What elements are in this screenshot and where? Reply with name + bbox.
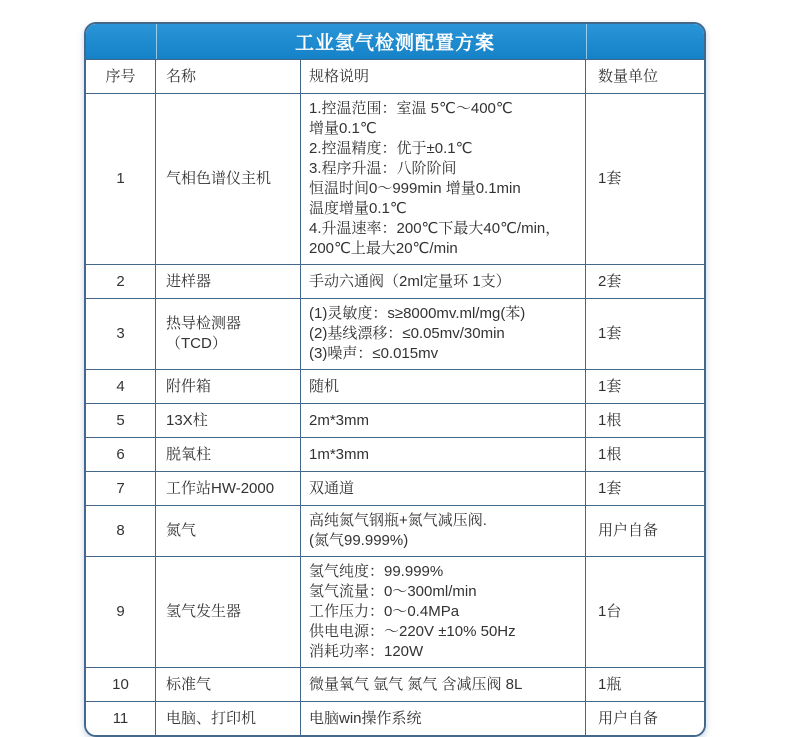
cell-spec <box>301 404 586 437</box>
cell-qty: 1台 <box>598 603 622 620</box>
cell-no: 6 <box>86 438 156 471</box>
cell-no: 11 <box>86 702 156 735</box>
spec-line: 工作压力：0～0.4MPa <box>309 603 460 620</box>
cell-no: 9 <box>86 557 156 667</box>
spec-line: 200℃上最大20℃/min <box>309 240 458 257</box>
col-header-no: 序号 <box>86 60 156 93</box>
cell-no: 7 <box>86 472 156 505</box>
cell-no: 3 <box>86 299 156 369</box>
spec-line: 1.控温范围：室温 5℃～400℃ <box>309 100 513 117</box>
spec-line: 电脑win操作系统 <box>309 709 422 727</box>
cell-qty: 用户自备 <box>598 709 659 727</box>
spec-line: 双通道 <box>309 479 355 497</box>
cell-qty: 1套 <box>598 325 622 342</box>
table-row <box>86 505 704 556</box>
cell-spec <box>301 94 586 264</box>
table-row <box>86 471 704 505</box>
spec-line: (氮气99.999%) <box>309 532 409 549</box>
page-title: 工业氢气检测配置方案 <box>294 33 495 54</box>
spec-line: 温度增量0.1℃ <box>309 200 407 217</box>
cell-qty: 1套 <box>598 170 622 187</box>
config-table-card <box>84 22 706 737</box>
cell-name: 热导检测器（TCD） <box>156 299 301 369</box>
cell-name: 13X柱 <box>156 404 301 437</box>
spec-line: 4.升温速率：200℃下最大40℃/min， <box>309 220 561 237</box>
spec-line: 高纯氮气钢瓶+氮气减压阀. <box>309 512 487 529</box>
spec-line: 氢气纯度：99.999% <box>309 563 444 580</box>
spec-line: 2.控温精度：优于±0.1℃ <box>309 140 473 157</box>
spec-line: 增量0.1℃ <box>309 120 377 137</box>
cell-spec <box>301 668 586 701</box>
cell-name: 脱氧柱 <box>156 438 301 471</box>
cell-no: 8 <box>86 506 156 556</box>
cell-spec <box>301 438 586 471</box>
table-row <box>86 701 704 735</box>
cell-spec <box>301 557 586 667</box>
cell-name: 氮气 <box>156 506 301 556</box>
cell-no: 1 <box>86 94 156 264</box>
cell-no: 10 <box>86 668 156 701</box>
spec-line: 随机 <box>309 377 340 395</box>
cell-qty: 1根 <box>598 445 622 463</box>
spec-line: 1m*3mm <box>309 445 370 463</box>
cell-name: 进样器 <box>156 265 301 298</box>
spec-line: (1)灵敏度：s≥8000mv.ml/mg(苯) <box>309 305 526 322</box>
table-title-bar <box>86 24 704 60</box>
table-row <box>86 437 704 471</box>
title-divider-right <box>586 24 587 59</box>
table-body <box>86 93 704 735</box>
cell-spec <box>301 472 586 505</box>
cell-spec <box>301 370 586 403</box>
cell-no: 5 <box>86 404 156 437</box>
title-divider-left <box>156 24 157 59</box>
table-row <box>86 93 704 264</box>
table-header-row <box>86 60 704 93</box>
cell-spec <box>301 265 586 298</box>
table-row <box>86 264 704 298</box>
col-header-qty: 数量单位 <box>598 67 659 85</box>
spec-line: 恒温时间0～999min 增量0.1min <box>309 180 521 197</box>
table-row <box>86 556 704 667</box>
cell-name: 标准气 <box>156 668 301 701</box>
spec-line: 微量氧气 氩气 氮气 含减压阀 8L <box>309 675 523 693</box>
cell-qty: 用户自备 <box>598 522 659 539</box>
cell-name: 电脑、打印机 <box>156 702 301 735</box>
spec-line: 2m*3mm <box>309 411 370 429</box>
col-header-name: 名称 <box>156 60 301 93</box>
spec-line: (3)噪声：≤0.015mv <box>309 345 439 362</box>
cell-name: 氢气发生器 <box>156 557 301 667</box>
cell-qty: 1套 <box>598 377 622 395</box>
cell-name: 气相色谱仪主机 <box>156 94 301 264</box>
cell-qty: 1套 <box>598 479 622 497</box>
cell-spec <box>301 506 586 556</box>
cell-no: 4 <box>86 370 156 403</box>
spec-line: 供电电源：～220V ±10% 50Hz <box>309 623 516 640</box>
cell-no: 2 <box>86 265 156 298</box>
spec-line: 消耗功率：120W <box>309 643 424 660</box>
cell-qty: 1瓶 <box>598 675 622 693</box>
cell-qty: 1根 <box>598 411 622 429</box>
table-row <box>86 369 704 403</box>
table-row <box>86 298 704 369</box>
table-row <box>86 667 704 701</box>
col-header-spec: 规格说明 <box>301 60 586 93</box>
cell-name: 工作站HW-2000 <box>156 472 301 505</box>
cell-spec <box>301 299 586 369</box>
spec-line: 3.程序升温：八阶阶间 <box>309 160 457 177</box>
spec-line: 氢气流量：0～300ml/min <box>309 583 477 600</box>
cell-name: 附件箱 <box>156 370 301 403</box>
table-row <box>86 403 704 437</box>
cell-qty: 2套 <box>598 272 622 290</box>
spec-line: 手动六通阀（2ml定量环 1支） <box>309 272 511 290</box>
cell-spec <box>301 702 586 735</box>
spec-line: (2)基线漂移：≤0.05mv/30min <box>309 325 505 342</box>
